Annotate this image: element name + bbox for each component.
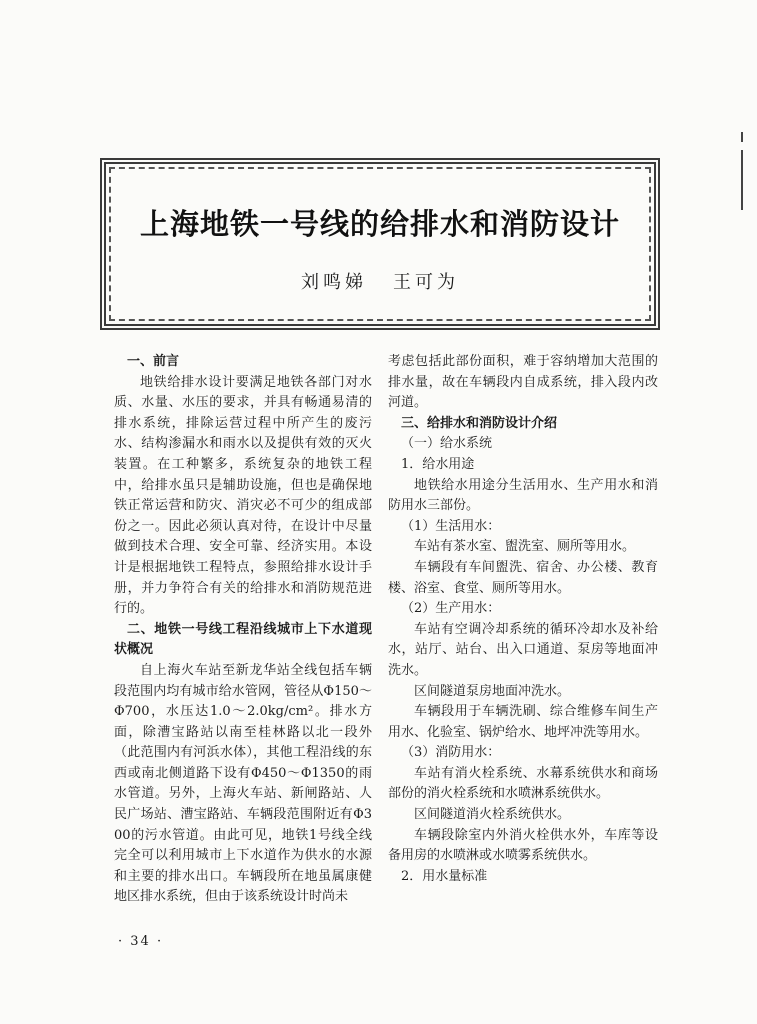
section-heading: 三、给排水和消防设计介绍 bbox=[401, 415, 558, 431]
subsection-heading: 2．用水量标准 bbox=[401, 868, 488, 884]
paragraph: 车站有消火栓系统、水幕系统供水和商场部份的消火栓系统和水喷淋系统供水。 bbox=[388, 765, 658, 802]
subsection-heading: （3）消防用水： bbox=[401, 745, 501, 761]
section-heading: 二、地铁一号线工程沿线城市上下水道现状概况 bbox=[114, 621, 372, 658]
paragraph: 区间隧道消火栓系统供水。 bbox=[414, 807, 571, 823]
paragraph: 区间隧道泵房地面冲洗水。 bbox=[414, 683, 571, 699]
scan-margin-mark bbox=[741, 132, 743, 142]
paragraph: 自上海火车站至新龙华站全线包括车辆段范围内均有城市给水管网，管径从Φ150～Φ700，水压达1.0～2.0kg/cm²。排水方面，除漕宝路站以南至桂林路以北一段外（此范围内有河浜水体），其他工程沿线的东西或南北侧道路下设有Φ450～Φ1350的雨水管道。另外，上海火车站、新闸路站、人民广场站、漕宝路站、车辆段范围附近有Φ300的污水管道。由此可见，地铁1号线全线完全可以利用城市上下水道作为供水的水源和主要的排水出口。车辆段所在地虽属康健地区排水系统，但由于该系统设计时尚未 bbox=[114, 662, 372, 905]
subsection-heading: （2）生产用水： bbox=[401, 601, 501, 617]
paragraph: 车辆段除室内外消火栓供水外，车库等设备用房的水喷淋或水喷雾系统供水。 bbox=[388, 827, 658, 864]
right-column bbox=[388, 352, 658, 887]
author-name: 王可为 bbox=[393, 272, 459, 293]
authors bbox=[106, 268, 654, 294]
paragraph: 车站有茶水室、盥洗室、厕所等用水。 bbox=[414, 539, 636, 555]
scan-margin-mark bbox=[741, 150, 743, 210]
title-frame bbox=[100, 158, 660, 330]
paragraph: 车辆段有车间盥洗、宿舍、办公楼、教育楼、浴室、食堂、厕所等用水。 bbox=[388, 559, 658, 596]
subsection-heading: （一）给水系统 bbox=[401, 436, 493, 452]
paragraph: 考虑包括此部份面积，难于容纳增加大范围的排水量，故在车辆段内自成系统，排入段内改河道。 bbox=[388, 354, 658, 411]
left-column bbox=[114, 352, 372, 908]
subsection-heading: 1．给水用途 bbox=[401, 456, 475, 472]
paragraph: 地铁给水用途分生活用水、生产用水和消防用水三部份。 bbox=[388, 477, 658, 514]
paper-title: 上海地铁一号线的给排水和消防设计 bbox=[139, 207, 620, 241]
subsection-heading: （1）生活用水： bbox=[401, 518, 501, 534]
paragraph: 车站有空调冷却系统的循环冷却水及补给水，站厅、站台、出入口通道、泵房等地面冲洗水。 bbox=[388, 621, 658, 678]
author-name: 刘鸣娣 bbox=[301, 272, 367, 293]
page-number: · 34 · bbox=[118, 934, 164, 949]
section-heading: 一、前言 bbox=[127, 354, 180, 369]
paragraph: 地铁给排水设计要满足地铁各部门对水质、水量、水压的要求，并具有畅通易清的排水系统，排除运营过程中所产生的废污水、结构渗漏水和雨水以及提供有效的灭火装置。在工种繁多，系统复杂的地铁工程中，给排水虽只是辅助设施，但也是确保地铁正常运营和防灾、消灾必不可少的组成部份之一。因此必须认真对待，在设计中尽量做到技术合理、安全可靠、经济实用。本设计是根据地铁工程特点，参照给排水设计手册，并力争符合有关的给排水和消防规范进行的。 bbox=[114, 374, 372, 617]
paragraph: 车辆段用于车辆洗刷、综合维修车间生产用水、化验室、锅炉给水、地坪冲洗等用水。 bbox=[388, 704, 658, 740]
